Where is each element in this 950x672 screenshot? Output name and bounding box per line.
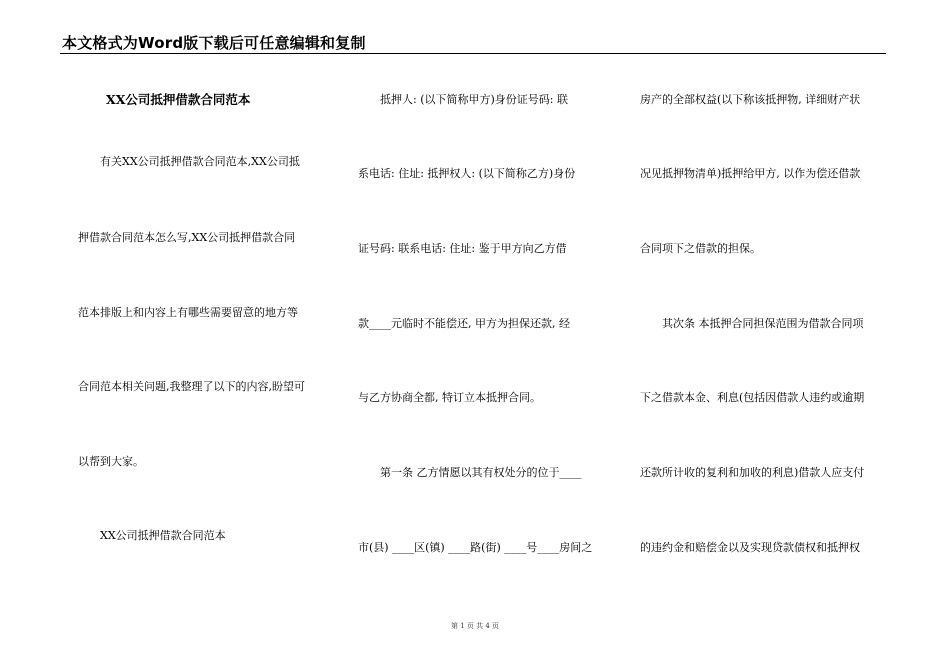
paragraph-line: 市(县) ____区(镇) ____路(街) ____号____房间之 <box>358 541 593 554</box>
paragraph-line: 其次条 本抵押合同担保范围为借款合同项 <box>662 317 864 330</box>
page-number: 第 1 页 共 4 页 <box>450 622 500 630</box>
paragraph-line: 款____元临时不能偿还, 甲方为担保还款, 经 <box>358 317 570 330</box>
paragraph-line: 范本排版上和内容上有哪些需要留意的地方等 <box>78 306 298 319</box>
paragraph-line: 合同范本相关问题,我整理了以下的内容,盼望可 <box>78 380 305 393</box>
paragraph-line: 况见抵押物清单)抵押给甲方, 以作为偿还借款 <box>640 167 861 180</box>
paragraph-line: 还款所计收的复利和加收的利息)借款人应支付 <box>640 466 865 479</box>
paragraph-line: 的违约金和赔偿金以及实现贷款债权和抵押权 <box>640 541 860 554</box>
paragraph-line: 证号码: 联系电话: 住址: 鉴于甲方向乙方借 <box>358 242 567 255</box>
paragraph-line: 有关XX公司抵押借款合同范本,XX公司抵 <box>100 155 300 168</box>
document-banner: 本文格式为Word版下载后可任意编辑和复制 <box>62 34 366 52</box>
paragraph-line: 下之借款本金、利息(包括因借款人违约或逾期 <box>640 391 865 404</box>
paragraph-line: 房产的全部权益(以下称该抵押物, 详细财产状 <box>640 93 861 106</box>
document-title: XX公司抵押借款合同范本 <box>106 92 251 107</box>
section-heading: XX公司抵押借款合同范本 <box>100 529 226 542</box>
paragraph-line: 抵押人: (以下简称甲方)身份证号码: 联 <box>380 93 568 106</box>
paragraph-line: 合同项下之借款的担保。 <box>640 242 761 255</box>
paragraph-line: 押借款合同范本怎么写,XX公司抵押借款合同 <box>78 231 296 244</box>
paragraph-line: 系电话: 住址: 抵押权人: (以下简称乙方)身份 <box>358 167 576 180</box>
header-rule <box>60 53 886 54</box>
paragraph-line: 以帮到大家。 <box>78 455 144 468</box>
paragraph-line: 第一条 乙方情愿以其有权处分的位于____ <box>380 466 582 479</box>
paragraph-line: 与乙方协商全都, 特订立本抵押合同。 <box>358 391 541 404</box>
